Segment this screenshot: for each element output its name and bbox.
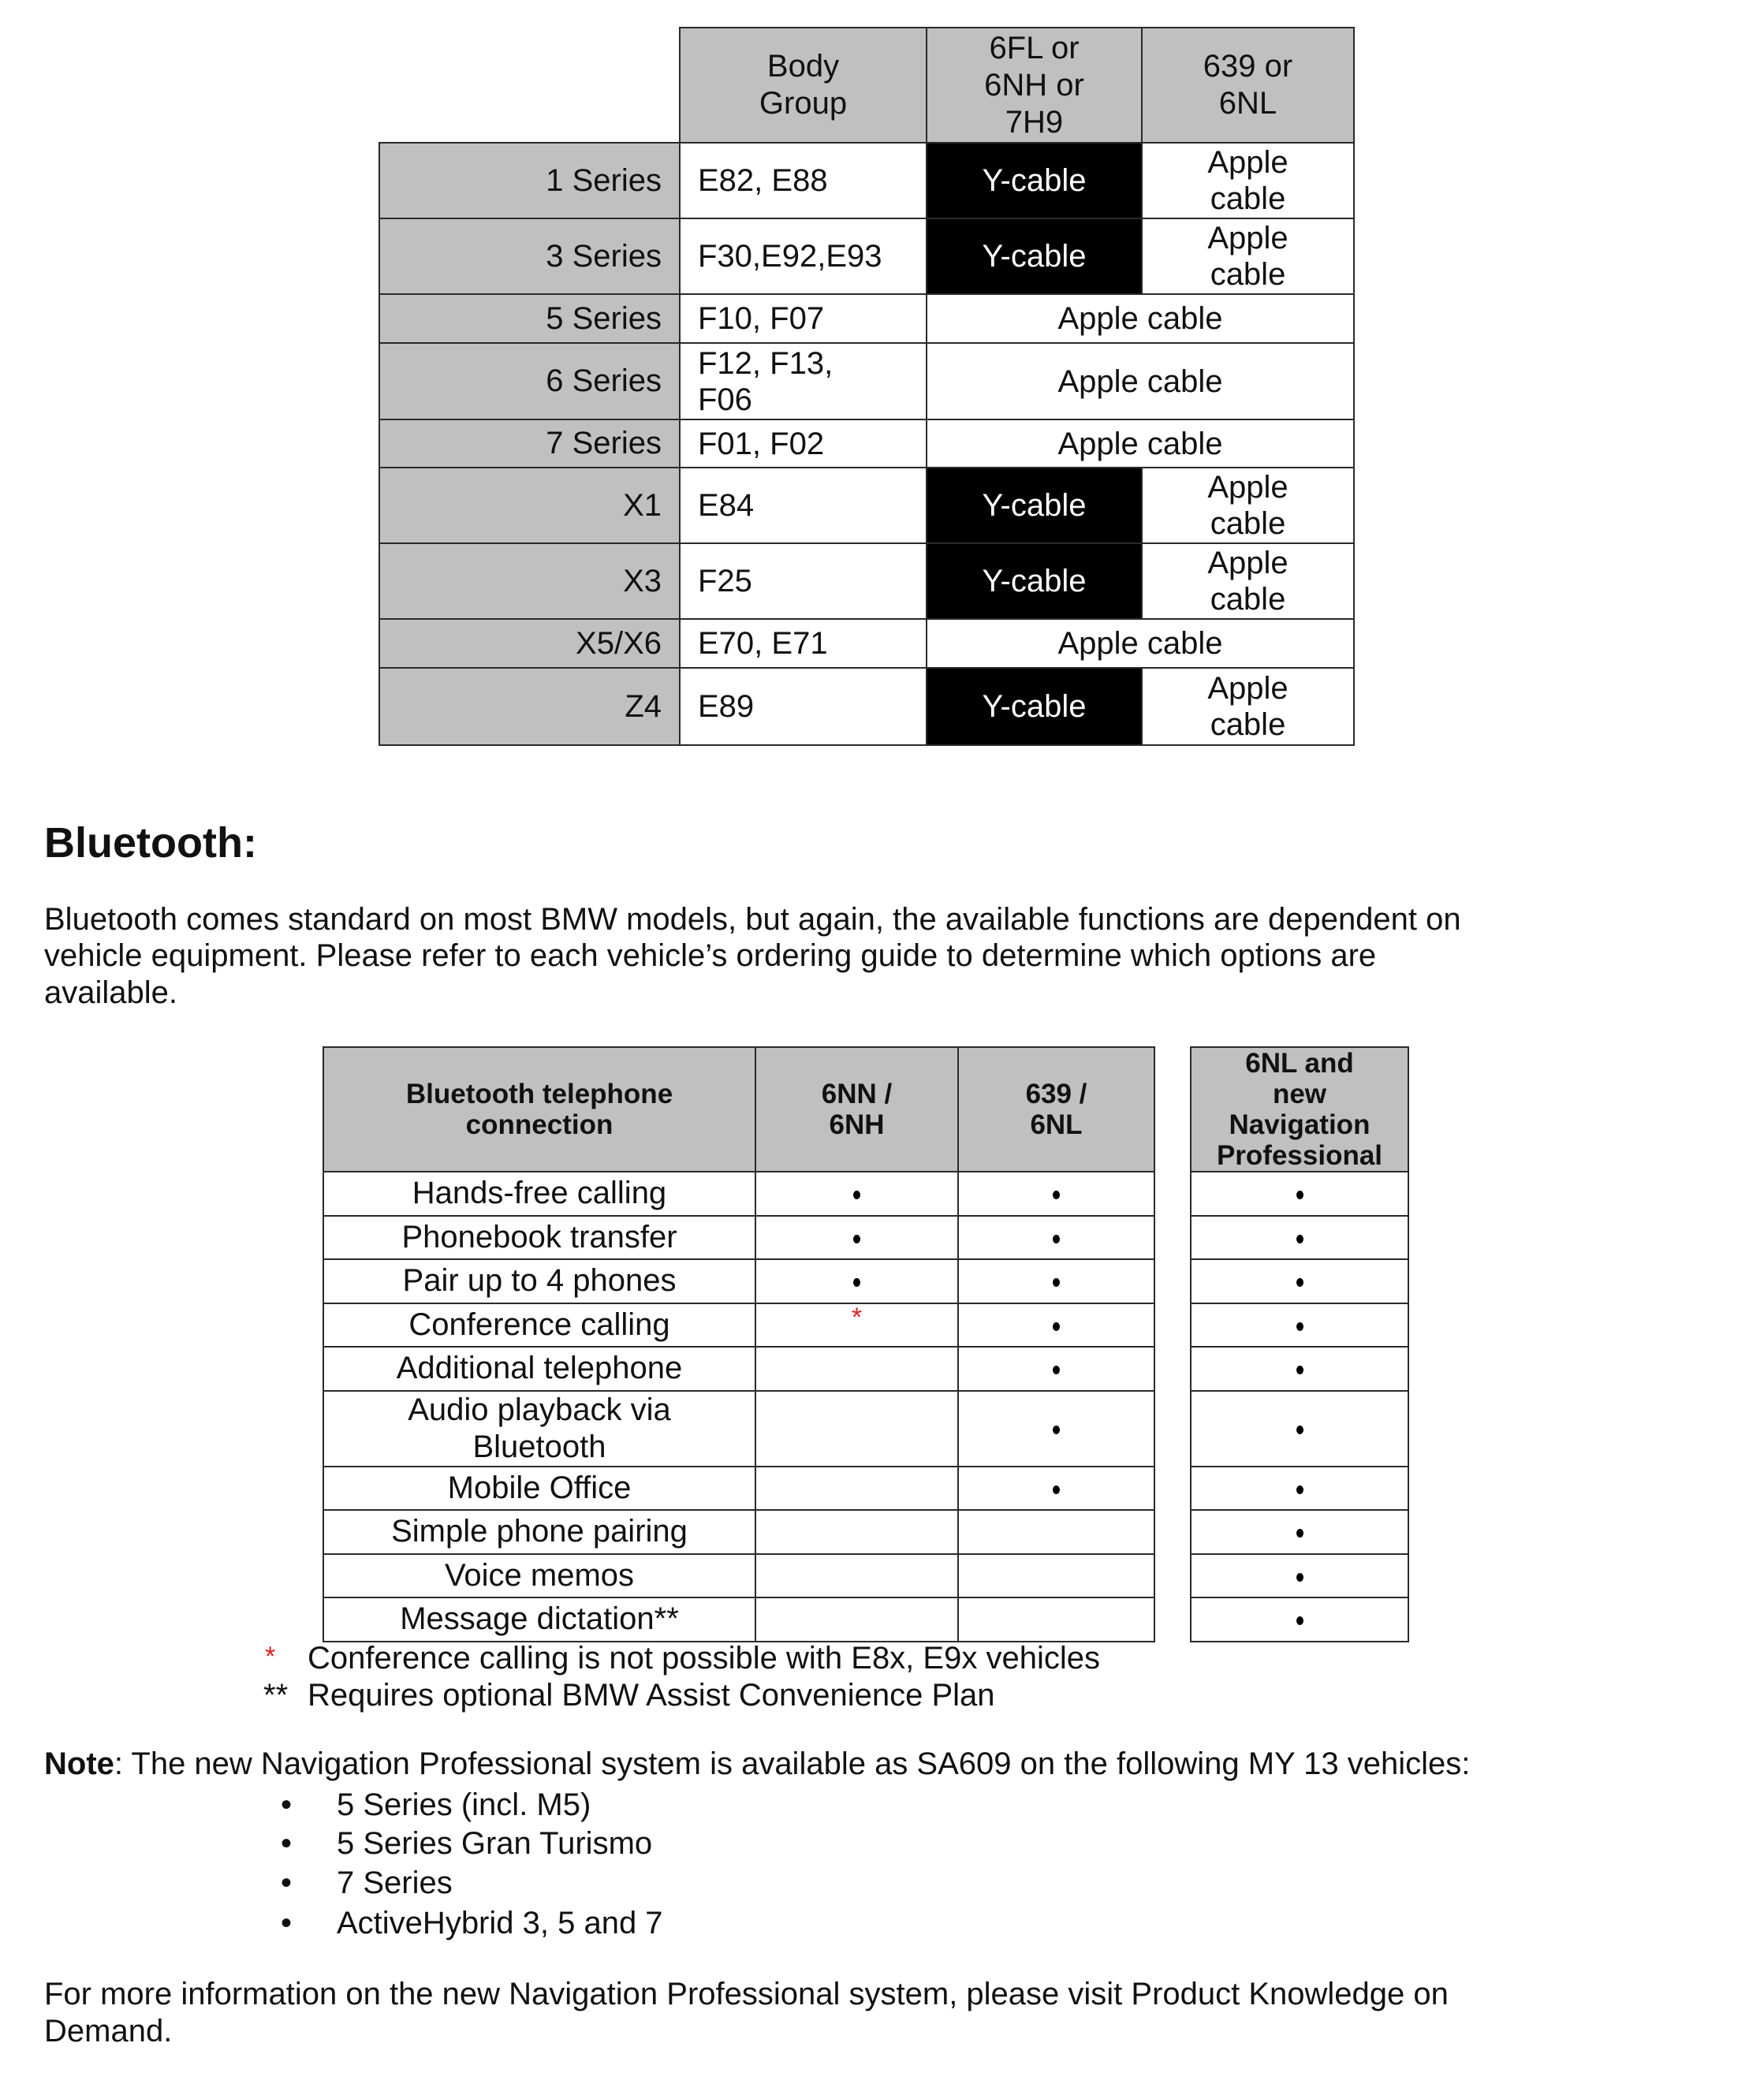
cell-639-6nl (958, 1172, 1154, 1216)
series-cell: X1 (379, 468, 680, 543)
cell-line: Simple phone pairing (391, 1514, 688, 1549)
cell-6nn-6nh (755, 1391, 958, 1467)
feature-cell (323, 1467, 755, 1511)
column-gap (1154, 1597, 1191, 1642)
body-group-cell (680, 619, 927, 668)
y-cable-cell: Y-cable (927, 668, 1142, 745)
footnote-conference-calling: Conference calling is not possible with E8x, E9x vehicles (308, 1641, 1100, 1676)
cell-6nn-6nh (755, 1467, 958, 1511)
cell-6nn-6nh (755, 1510, 958, 1554)
header-line: 6NL (1030, 1109, 1083, 1140)
apple-cable-cell (1142, 543, 1354, 619)
cell-639-6nl (958, 1391, 1154, 1467)
footnote-bmw-assist: Requires optional BMW Assist Convenience Plan (308, 1678, 995, 1713)
body-group-cell (680, 468, 927, 543)
table-row (379, 343, 1354, 419)
column-gap (1154, 1172, 1191, 1216)
apple-cable-cell (1142, 143, 1354, 218)
bluetooth-heading: Bluetooth: (44, 819, 257, 867)
column-gap (1154, 1216, 1191, 1260)
cell-line: Message dictation** (400, 1601, 679, 1637)
cell-6nn-6nh (755, 1347, 958, 1391)
cell-line: Mobile Office (447, 1470, 632, 1505)
cell-line: F06 (698, 382, 752, 417)
header-line: 6FL or (989, 30, 1080, 65)
table-row (379, 218, 1354, 294)
table-row (379, 619, 1354, 668)
header-line: Professional (1216, 1140, 1383, 1171)
cell-line: Additional telephone (396, 1351, 683, 1386)
column-gap (1154, 1303, 1191, 1348)
bluetooth-features-table (323, 1046, 1409, 1642)
cell-639-6nl (958, 1303, 1154, 1348)
table-row (323, 1259, 1408, 1303)
header-line: 6NH (829, 1109, 885, 1140)
body-group-cell (680, 343, 927, 419)
note-list-item: 7 Series (337, 1866, 453, 1900)
bullet-dot-icon (1296, 1529, 1303, 1538)
bullet-dot-icon (1053, 1486, 1060, 1494)
series-cell: 7 Series (379, 419, 680, 468)
table-row (323, 1172, 1408, 1216)
table-row (323, 1510, 1408, 1554)
column-gap (1154, 1259, 1191, 1303)
bullet-dot-icon (1296, 1426, 1303, 1434)
header-line: new (1272, 1079, 1327, 1109)
cell-line: Pair up to 4 phones (402, 1263, 677, 1299)
table-row (323, 1391, 1408, 1467)
cell-line: F10, F07 (698, 301, 825, 336)
bluetooth-paragraph-line: available. (44, 975, 178, 1010)
series-cell: 3 Series (379, 218, 680, 294)
column-gap (1154, 1347, 1191, 1391)
y-cable-cell: Y-cable (927, 543, 1142, 619)
apple-cable-cell (1142, 218, 1354, 294)
table-row (323, 1303, 1408, 1348)
bullet-dot-icon (853, 1278, 860, 1287)
feature-cell (323, 1259, 755, 1303)
column-gap (1154, 1554, 1191, 1598)
header-line: 639 or (1203, 49, 1293, 84)
bullet-dot-icon (1296, 1573, 1303, 1582)
cell-navigation-professional (1191, 1347, 1408, 1391)
cell-line: cable (1210, 506, 1286, 541)
body-group-cell (680, 294, 927, 343)
bullet-dot-icon (853, 1191, 860, 1199)
cell-navigation-professional (1191, 1216, 1408, 1260)
header-line: Body (766, 49, 840, 84)
header-line: 639 / (1025, 1079, 1087, 1109)
bullet-icon: • (281, 1906, 293, 1940)
cell-6nn-6nh (755, 1259, 958, 1303)
apple-cable-cell (1142, 668, 1354, 745)
feature-cell (323, 1597, 755, 1642)
cell-line: Conference calling (408, 1307, 670, 1342)
empty-corner-cell (379, 28, 680, 143)
cell-6nn-6nh (755, 1172, 958, 1216)
bullet-dot-icon (853, 1235, 860, 1243)
header-body-group (680, 28, 927, 143)
body-group-cell (680, 419, 927, 468)
bullet-dot-icon (1053, 1278, 1060, 1287)
header-6fl-6nh-7h9 (927, 28, 1142, 143)
y-cable-cell: Y-cable (927, 468, 1142, 543)
cell-639-6nl (958, 1347, 1154, 1391)
bullet-icon: • (281, 1866, 293, 1900)
header-6nl-navigation-professional (1191, 1047, 1408, 1172)
closing-paragraph-line: For more information on the new Navigation Professional system, please visit Product Knowledge on (44, 1977, 1449, 2011)
cell-line: Apple (1207, 221, 1289, 255)
cell-6nn-6nh (755, 1303, 958, 1348)
note-paragraph (44, 1746, 1470, 1782)
cell-line: Phonebook transfer (401, 1219, 677, 1254)
table-row (323, 1597, 1408, 1642)
cell-line: E70, E71 (698, 626, 828, 661)
cell-line: F12, F13, (698, 345, 834, 381)
cell-line: Voice memos (444, 1557, 635, 1593)
series-cell: 6 Series (379, 343, 680, 419)
footnote-asterisk-mark: * (265, 1642, 276, 1672)
bullet-dot-icon (1296, 1486, 1303, 1494)
apple-cable-merged-cell: Apple cable (927, 343, 1354, 419)
header-line: connection (465, 1109, 613, 1140)
cell-639-6nl (958, 1467, 1154, 1511)
table-header-row (379, 28, 1354, 143)
note-list-item: ActiveHybrid 3, 5 and 7 (337, 1906, 663, 1940)
header-line: 6NL (1218, 86, 1277, 121)
cell-line: Audio playback via (408, 1392, 671, 1427)
bullet-dot-icon (1053, 1426, 1060, 1434)
table-row (379, 468, 1354, 543)
cell-navigation-professional (1191, 1510, 1408, 1554)
cell-line: F30,E92,E93 (698, 239, 882, 274)
body-group-cell (680, 143, 927, 218)
cell-line: F25 (698, 564, 752, 598)
feature-cell (323, 1347, 755, 1391)
footnote-double-asterisk-mark: ** (263, 1678, 289, 1713)
apple-cable-merged-cell: Apple cable (927, 419, 1354, 468)
cell-line: cable (1210, 257, 1286, 292)
cell-line: Bluetooth (472, 1429, 606, 1464)
feature-cell (323, 1216, 755, 1260)
cell-line: cable (1210, 582, 1286, 617)
series-cell: 1 Series (379, 143, 680, 218)
cell-line: Hands-free calling (412, 1176, 667, 1211)
cell-navigation-professional (1191, 1391, 1408, 1467)
bullet-dot-icon (1296, 1235, 1303, 1243)
table-row (323, 1554, 1408, 1598)
cell-line: cable (1210, 707, 1286, 742)
cell-639-6nl (958, 1554, 1154, 1598)
column-gap (1154, 1391, 1191, 1467)
header-line: 6NN / (821, 1079, 893, 1109)
cell-line: Apple (1207, 470, 1289, 505)
closing-paragraph-line: Demand. (44, 2014, 173, 2048)
column-gap (1154, 1510, 1191, 1554)
series-cell: X5/X6 (379, 619, 680, 668)
cell-6nn-6nh (755, 1216, 958, 1260)
cell-639-6nl (958, 1216, 1154, 1260)
header-line: 7H9 (1005, 104, 1064, 140)
feature-cell (323, 1554, 755, 1598)
bullet-icon: • (281, 1787, 293, 1822)
cell-line: F01, F02 (698, 426, 825, 461)
cell-639-6nl (958, 1597, 1154, 1642)
table-row (323, 1347, 1408, 1391)
cell-line: Apple (1207, 546, 1289, 580)
cell-navigation-professional (1191, 1259, 1408, 1303)
bluetooth-paragraph-line: Bluetooth comes standard on most BMW models, but again, the available functions are dependent on (44, 902, 1461, 937)
cell-line: Apple (1207, 671, 1289, 706)
body-group-cell (680, 543, 927, 619)
table-row (379, 543, 1354, 619)
bullet-dot-icon (1053, 1322, 1060, 1331)
column-gap (1154, 1467, 1191, 1511)
apple-cable-merged-cell: Apple cable (927, 294, 1354, 343)
bullet-dot-icon (1053, 1191, 1060, 1199)
table-row (379, 294, 1354, 343)
apple-cable-merged-cell: Apple cable (927, 619, 1354, 668)
cell-line: E84 (698, 488, 755, 523)
table-row (323, 1467, 1408, 1511)
series-cell: Z4 (379, 668, 680, 745)
header-line: Bluetooth telephone (405, 1079, 673, 1109)
header-6nn-6nh (755, 1047, 958, 1172)
header-639-6nl (958, 1047, 1154, 1172)
cell-line: cable (1210, 181, 1286, 216)
asterisk-icon: * (851, 1302, 863, 1333)
note-list-item: 5 Series (incl. M5) (337, 1787, 591, 1822)
table-row (379, 668, 1354, 745)
table-header-row (323, 1047, 1408, 1172)
header-line: Navigation (1229, 1109, 1371, 1140)
bullet-dot-icon (1296, 1278, 1303, 1287)
cell-navigation-professional (1191, 1172, 1408, 1216)
cell-line: Apple (1207, 145, 1289, 180)
bullet-dot-icon (1053, 1235, 1060, 1243)
table-row (379, 419, 1354, 468)
header-639-6nl (1142, 28, 1354, 143)
header-line: 6NL and (1245, 1048, 1354, 1079)
cell-6nn-6nh (755, 1597, 958, 1642)
cell-navigation-professional (1191, 1467, 1408, 1511)
series-cell: 5 Series (379, 294, 680, 343)
y-cable-cell: Y-cable (927, 218, 1142, 294)
cell-navigation-professional (1191, 1597, 1408, 1642)
table-row (323, 1216, 1408, 1260)
body-group-cell (680, 218, 927, 294)
bullet-dot-icon (1053, 1366, 1060, 1374)
table-row (379, 143, 1354, 218)
bluetooth-paragraph-line: vehicle equipment. Please refer to each vehicle’s ordering guide to determine which options are (44, 938, 1377, 973)
bullet-dot-icon (1296, 1322, 1303, 1331)
note-text: : The new Navigation Professional system is available as SA609 on the following MY 13 vehicles: (114, 1746, 1471, 1781)
note-label: Note (44, 1746, 114, 1781)
feature-cell (323, 1303, 755, 1348)
bullet-dot-icon (1296, 1616, 1303, 1625)
header-line: Group (759, 86, 848, 121)
body-group-cell (680, 668, 927, 745)
feature-cell (323, 1391, 755, 1467)
cell-line: E89 (698, 689, 755, 724)
header-line: 6NH or (984, 67, 1084, 103)
y-cable-cell: Y-cable (927, 143, 1142, 218)
header-bluetooth-telephone-connection (323, 1047, 755, 1172)
cell-639-6nl (958, 1259, 1154, 1303)
note-list-item: 5 Series Gran Turismo (337, 1826, 653, 1861)
series-cell: X3 (379, 543, 680, 619)
cell-navigation-professional (1191, 1303, 1408, 1348)
feature-cell (323, 1510, 755, 1554)
cell-6nn-6nh (755, 1554, 958, 1598)
bullet-icon: • (281, 1826, 293, 1861)
cell-639-6nl (958, 1510, 1154, 1554)
apple-cable-cell (1142, 468, 1354, 543)
bullet-dot-icon (1296, 1191, 1303, 1199)
cable-compatibility-table (379, 27, 1355, 746)
cell-navigation-professional (1191, 1554, 1408, 1598)
bullet-dot-icon (1296, 1366, 1303, 1374)
feature-cell (323, 1172, 755, 1216)
cell-line: E82, E88 (698, 163, 828, 198)
column-gap (1154, 1047, 1191, 1172)
